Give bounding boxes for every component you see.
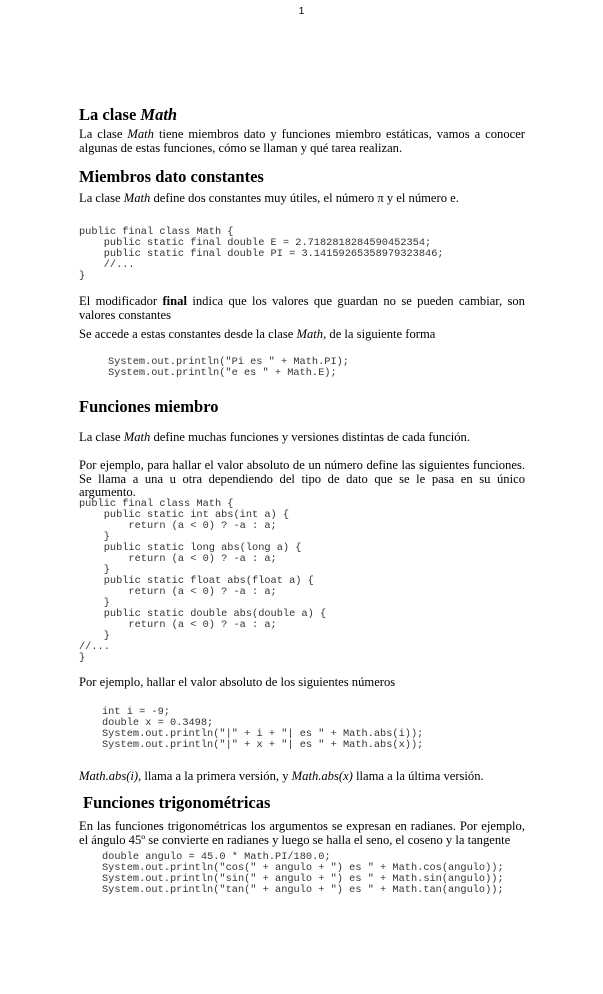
text-italic: Math — [123, 430, 151, 444]
paragraph — [79, 328, 525, 342]
paragraph — [79, 431, 525, 445]
text-italic: Math.abs(x) — [291, 769, 353, 783]
paragraph — [79, 295, 525, 322]
paragraph — [79, 192, 525, 206]
text-italic: Math — [123, 191, 151, 205]
heading-miembros-dato: Miembros dato constantes — [79, 167, 264, 186]
text-italic: Math — [127, 127, 154, 141]
code-block: System.out.println("Pi es " + Math.PI); System.out.println("e es " + Math.E); — [108, 356, 349, 379]
text: tiene miembros dato y funciones miembro estáticas, vamos a conocer algunas de estas funciones, cómo se llaman y qué tarea realizan. — [79, 127, 526, 155]
text: define dos constantes muy útiles, el número π y el número e. — [150, 191, 459, 205]
text: llama a la última versión. — [352, 769, 484, 783]
text-italic: Math.abs(i) — [79, 769, 139, 783]
text-bold: final — [162, 294, 187, 308]
text: indica que los valores que guardan no se pueden cambiar, son valores constantes — [79, 294, 525, 322]
paragraph: Por ejemplo, para hallar el valor absoluto de un número define las siguientes funciones. Se llama a una u otra dependiendo del tipo de dato que se le pasa en su único argumento. — [79, 458, 525, 499]
page-number: 1 — [298, 6, 305, 17]
text: Se accede a estas constantes desde la clase — [79, 327, 297, 341]
code-block: int i = -9; double x = 0.3498; System.out.println("|" + i + "| es " + Math.abs(i)); System.out.println("|" + x + "| es " + Math.abs(x)); — [102, 706, 424, 751]
heading-text: La clase — [79, 105, 141, 124]
heading-funciones-trigonometricas: Funciones trigonométricas — [83, 793, 271, 812]
code-block: public final class Math { public static final double E = 2.7182818284590452354; public static final double PI = 3.14159265358979323846; //... } — [79, 226, 444, 282]
intro-paragraph — [79, 128, 525, 155]
text: define muchas funciones y versiones distintas de cada función. — [150, 430, 470, 444]
text: La clase — [79, 191, 124, 205]
code-block: double angulo = 45.0 * Math.PI/180.0; System.out.println("cos(" + angulo + ") es " + Math.cos(angulo)); System.out.println("sin(" + angulo + ") es " + Math.sin(angulo)); System.out.println("tan(" + angulo + ") es " + Math.tan(angulo)); — [102, 851, 504, 896]
heading-funciones-miembro: Funciones miembro — [79, 397, 219, 416]
text: , llama a la primera versión, y — [138, 769, 292, 783]
text: La clase — [79, 430, 124, 444]
text-italic: Math — [296, 327, 324, 341]
heading-la-clase-math — [79, 105, 525, 125]
text: La clase — [79, 127, 128, 141]
heading-italic: Math — [140, 105, 178, 124]
code-block: public final class Math { public static int abs(int a) { return (a < 0) ? -a : a; } public static long abs(long a) { return (a < 0) ? -a : a; } public static float abs(float a) { return (a < 0) ? -a : a; } public static double abs(double a) { return (a < 0) ? -a : a; } //... } — [79, 498, 327, 664]
text: , de la siguiente forma — [323, 327, 436, 341]
paragraph — [79, 770, 525, 784]
paragraph: En las funciones trigonométricas los argumentos se expresan en radianes. Por ejemplo, el ángulo 45º se convierte en radianes y luego se halla el seno, el coseno y la tangente — [79, 819, 525, 847]
text: El modificador — [79, 294, 163, 308]
paragraph: Por ejemplo, hallar el valor absoluto de los siguientes números — [79, 675, 396, 689]
